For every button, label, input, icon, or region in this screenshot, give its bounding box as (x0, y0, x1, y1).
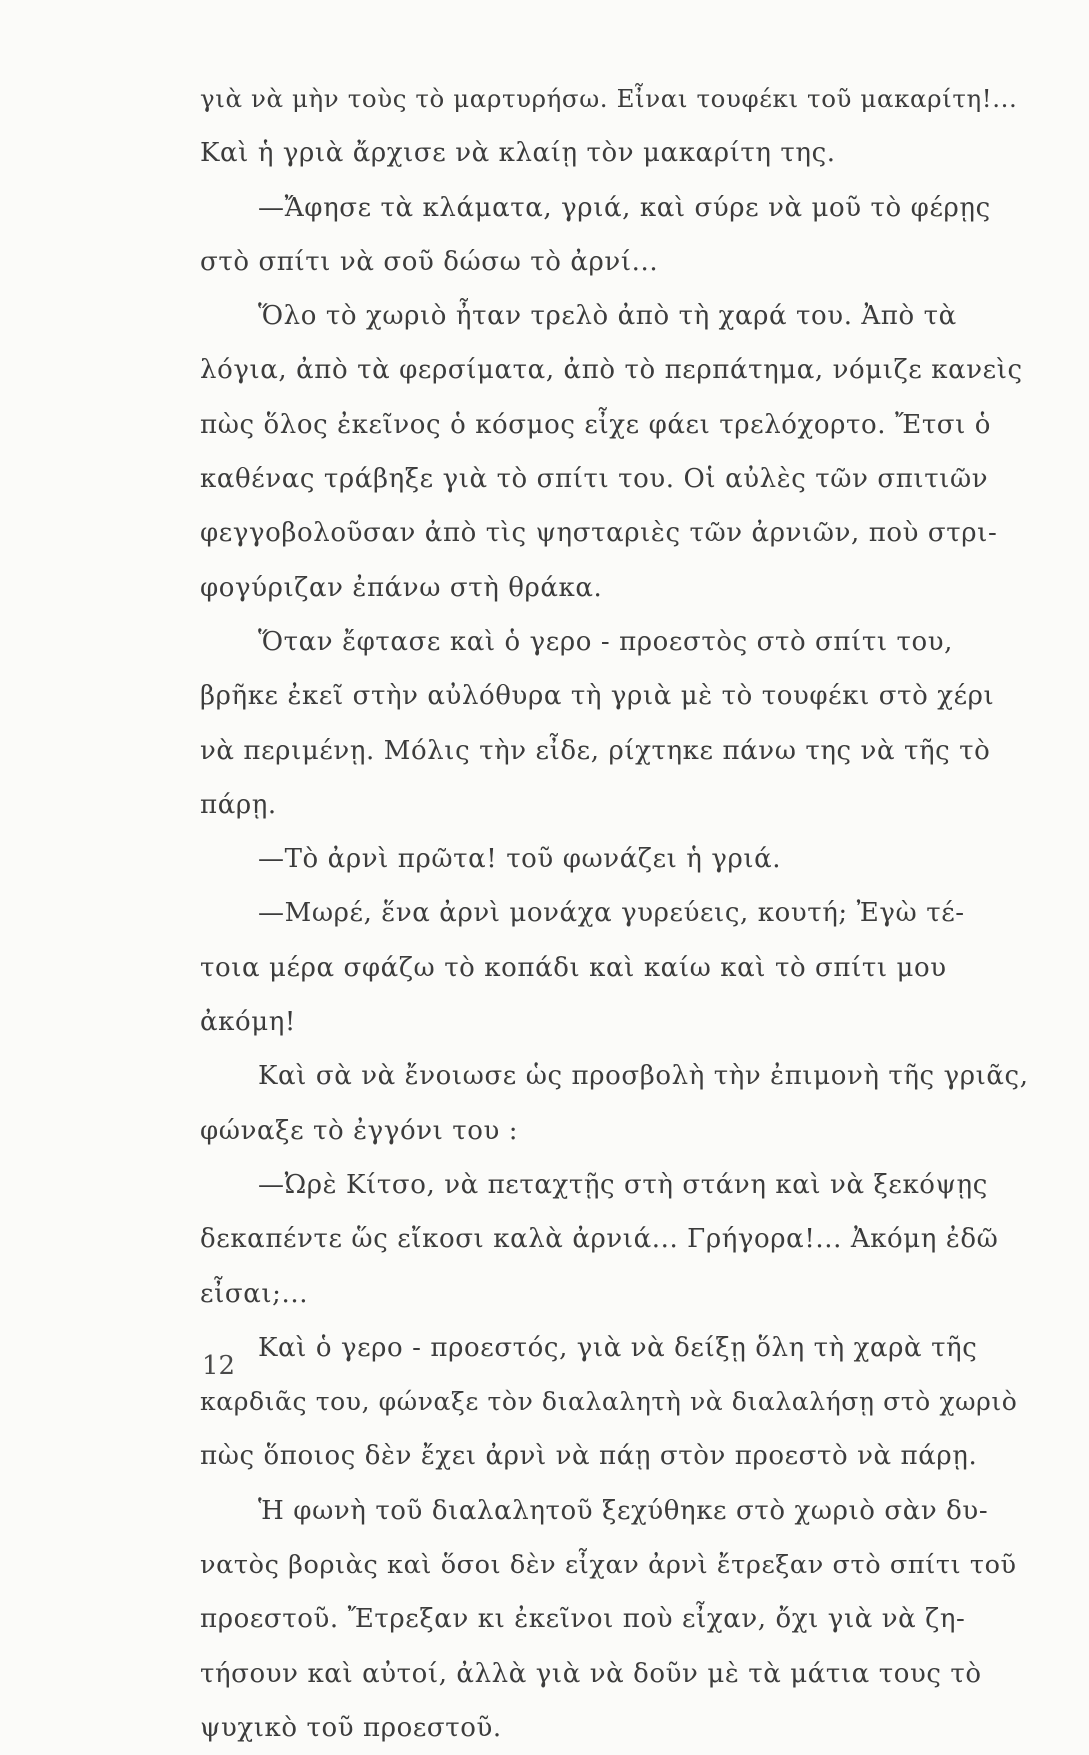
text-line: νατὸς βοριὰς καὶ ὅσοι δὲν εἶχαν ἀρνὶ ἔτρεξαν στὸ σπίτι τοῦ (200, 1550, 1017, 1581)
text-line: δεκαπέντε ὥς εἴκοσι καλὰ ἀρνιά... Γρήγορα!... Ἀκόμη ἐδῶ (200, 1224, 999, 1255)
text-line: ψυχικὸ τοῦ προεστοῦ. (200, 1712, 502, 1743)
text-line: φεγγοβολοῦσαν ἀπὸ τὶς ψησταριὲς τῶν ἀρνιῶν, ποὺ στρι- (200, 518, 998, 549)
body-text (200, 72, 1030, 1755)
text-line: στὸ σπίτι νὰ σοῦ δώσω τὸ ἀρνί... (200, 246, 659, 277)
text-line: φογύριζαν ἐπάνω στὴ θράκα. (200, 572, 603, 603)
text-line: γιὰ νὰ μὴν τοὺς τὸ μαρτυρήσω. Εἶναι τουφέκι τοῦ μακαρίτη!... (200, 84, 1018, 113)
text-line: βρῆκε ἐκεῖ στὴν αὐλόθυρα τὴ γριὰ μὲ τὸ τουφέκι στὸ χέρι (200, 681, 995, 712)
text-line: εἶσαι;... (200, 1278, 309, 1309)
text-line: —Ὠρὲ Κίτσο, νὰ πεταχτῇς στὴ στάνη καὶ νὰ ξεκόψῃς (258, 1169, 988, 1200)
text-line: λόγια, ἀπὸ τὰ φερσίματα, ἀπὸ τὸ περπάτημα, νόμιζε κανεὶς (200, 355, 1023, 386)
text-line: φώναξε τὸ ἐγγόνι του : (200, 1115, 519, 1146)
text-line: Καὶ ἡ γριὰ ἄρχισε νὰ κλαίῃ τὸν μακαρίτη της. (200, 138, 836, 169)
text-line: πάρῃ. (200, 789, 277, 820)
text-line: ἀκόμη! (200, 1007, 296, 1038)
text-line: Ἡ φωνὴ τοῦ διαλαλητοῦ ξεχύθηκε στὸ χωριὸ σὰν δυ- (258, 1495, 989, 1526)
page-number: 12 (202, 1351, 236, 1381)
text-line: νὰ περιμένῃ. Μόλις τὴν εἶδε, ρίχτηκε πάνω της νὰ τῆς τὸ (200, 735, 991, 766)
text-line: τοια μέρα σφάζω τὸ κοπάδι καὶ καίω καὶ τὸ σπίτι μου (200, 952, 947, 983)
text-line: Καὶ σὰ νὰ ἔνοιωσε ὡς προσβολὴ τὴν ἐπιμονὴ τῆς γριᾶς, (258, 1061, 1029, 1092)
text-line: —Μωρέ, ἕνα ἀρνὶ μονάχα γυρεύεις, κουτή; Ἐγὼ τέ- (258, 898, 965, 929)
text-line: —Τὸ ἀρνὶ πρῶτα! τοῦ φωνάζει ἡ γριά. (258, 844, 782, 875)
text-line: πὼς ὅλος ἐκεῖνος ὁ κόσμος εἶχε φάει τρελόχορτο. Ἔτσι ὁ (200, 409, 992, 440)
text-line: καθένας τράβηξε γιὰ τὸ σπίτι του. Οἱ αὐλὲς τῶν σπιτιῶν (200, 464, 989, 495)
text-line: τήσουν καὶ αὐτοί, ἀλλὰ γιὰ νὰ δοῦν μὲ τὰ μάτια τους τὸ (200, 1658, 982, 1689)
text-line: προεστοῦ. Ἔτρεξαν κι ἐκεῖνοι ποὺ εἶχαν, ὄχι γιὰ νὰ ζη- (200, 1604, 966, 1635)
text-line: Ὅταν ἔφτασε καὶ ὁ γερο - προεστὸς στὸ σπίτι του, (258, 626, 954, 657)
text-line: —Ἄφησε τὰ κλάματα, γριά, καὶ σύρε νὰ μοῦ τὸ φέρῃς (258, 192, 991, 223)
text-line: πὼς ὅποιος δὲν ἔχει ἀρνὶ νὰ πάῃ στὸν προεστὸ νὰ πάρῃ. (200, 1441, 978, 1472)
text-line: καρδιᾶς του, φώναξε τὸν διαλαλητὴ νὰ διαλαλήσῃ στὸ χωριὸ (200, 1387, 1018, 1417)
text-line: Καὶ ὁ γερο - προεστός, γιὰ νὰ δείξῃ ὅλη τὴ χαρὰ τῆς (258, 1332, 978, 1363)
text-line: Ὅλο τὸ χωριὸ ἦταν τρελὸ ἀπὸ τὴ χαρά του. Ἀπὸ τὰ (258, 301, 957, 332)
